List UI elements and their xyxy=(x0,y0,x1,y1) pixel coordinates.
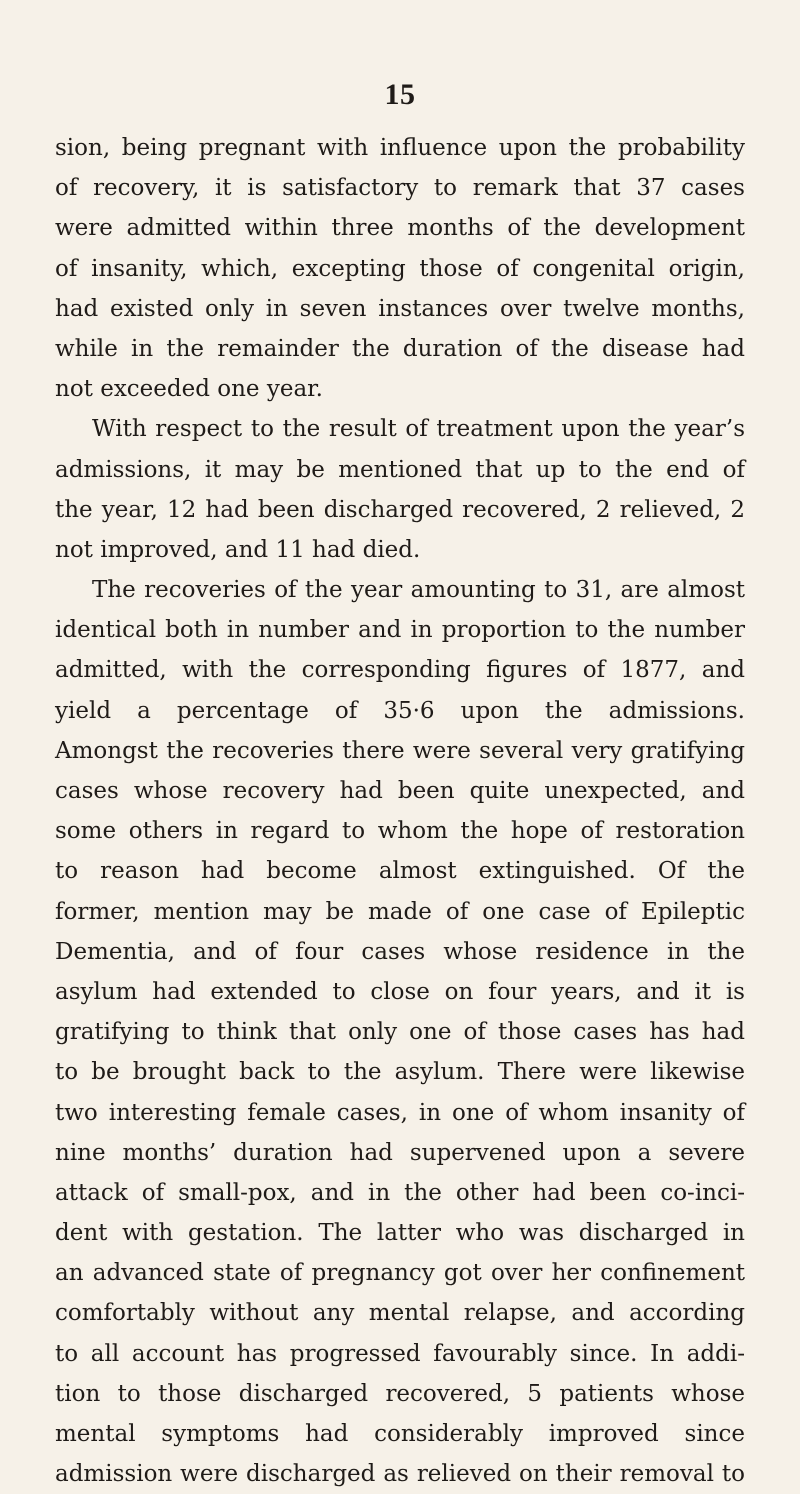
text-line: not exceeded one year. xyxy=(55,376,323,403)
text-line: an advanced state of pregnancy got over her confinement xyxy=(55,1260,745,1287)
text-line: sion, being pregnant with influence upon the probability xyxy=(55,135,745,161)
text-line: dent with gestation. The latter who was discharged in xyxy=(55,1220,745,1247)
text-line: With respect to the result of treatment upon the year’s xyxy=(92,416,745,443)
text-line: admissions, it may be mentioned that up to the end of xyxy=(55,456,745,483)
text-line: the year, 12 had been discharged recovered, 2 relieved, 2 xyxy=(55,496,745,523)
text-line: of insanity, which, excepting those of congenital origin, xyxy=(55,255,745,282)
text-line: two interesting female cases, in one of whom insanity of xyxy=(55,1099,745,1126)
text-line: nine months’ duration had supervened upon a severe xyxy=(55,1139,745,1166)
text-line: comfortably without any mental relapse, and according xyxy=(55,1300,745,1327)
text-line: were admitted within three months of the development xyxy=(55,215,745,242)
text-line: to be brought back to the asylum. There were likewise xyxy=(55,1059,745,1086)
text-line: asylum had extended to close on four years, and it is xyxy=(55,978,745,1005)
text-line: to all account has progressed favourably since. In addi- xyxy=(55,1340,745,1367)
text-line: had existed only in seven instances over twelve months, xyxy=(55,295,745,322)
page-number: 15 xyxy=(384,78,416,111)
text-line: The recoveries of the year amounting to 31, are almost xyxy=(92,577,745,604)
text-line: admission were discharged as relieved on their removal to xyxy=(55,1461,745,1488)
text-line: yield a percentage of 35·6 upon the admissions. xyxy=(55,697,745,724)
text-line: identical both in number and in proportion to the number xyxy=(55,617,745,644)
text-line: some others in regard to whom the hope of restoration xyxy=(55,818,745,845)
text-line: tion to those discharged recovered, 5 patients whose xyxy=(55,1380,745,1407)
text-line: mental symptoms had considerably improved since xyxy=(55,1421,745,1447)
text-line: former, mention may be made of one case of Epileptic xyxy=(55,898,745,925)
text-line: gratifying to think that only one of those cases has had xyxy=(55,1019,745,1046)
text-line: not improved, and 11 had died. xyxy=(55,536,421,563)
text-line: Dementia, and of four cases whose residence in the xyxy=(55,938,745,965)
text-line: to reason had become almost extinguished. Of the xyxy=(55,858,745,885)
body-text xyxy=(55,128,745,1494)
text-line: attack of small-pox, and in the other had been co-inci- xyxy=(55,1179,745,1206)
text-line: while in the remainder the duration of the disease had xyxy=(55,335,745,362)
text-line: cases whose recovery had been quite unexpected, and xyxy=(55,778,745,804)
text-line: of recovery, it is satisfactory to remark that 37 cases xyxy=(55,175,745,202)
text-line: admitted, with the corresponding figures of 1877, and xyxy=(55,657,745,684)
text-line: Amongst the recoveries there were several very gratifying xyxy=(55,737,745,764)
